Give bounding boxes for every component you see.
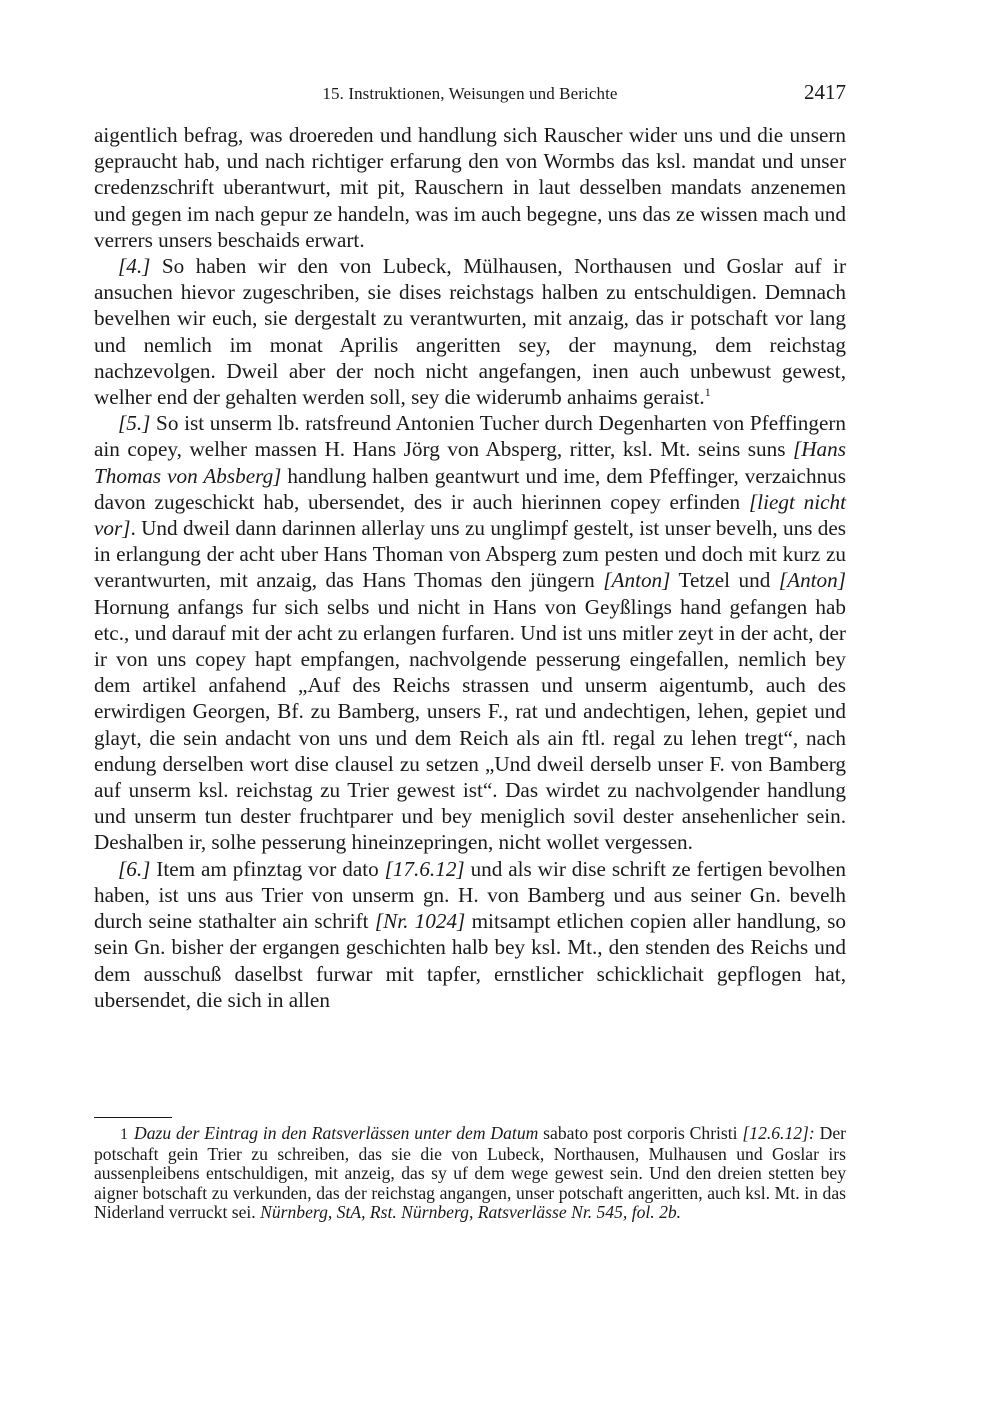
editorial-insertion: [Nr. 1024] <box>374 909 466 934</box>
footnote-citation: Nürnberg, StA, Rst. Nürnberg, Ratsverlässe Nr. 545, fol. 2b. <box>260 1202 682 1223</box>
footnotes <box>94 1124 846 1223</box>
paragraph-text: und als wir dise schrift ze fertigen bevolhen haben, ist uns aus Trier von unserm gn. H. von Bamberg und aus seiner Gn. bevelh durch seine stathalter ain schrift <box>94 856 846 934</box>
paragraph-text: So haben wir den von Lubeck, Mülhausen, Northausen und Goslar auf ir ansuchen hievor zugeschriben, sie dises reichstags halben zu entschuldigen. Demnach bevelhen wir euch, sie dergestalt zu verantwurten, mit anzaig, das ir potschaft vor lang und nemlich im monat Aprilis angeritten sey, der maynung, dem reichstag nachzevolgen. Dweil aber der noch nicht angefangen, inen auch unbewust gewest, welher end der gehalten werden soll, sey die widerumb anhaims geraist. <box>94 254 846 410</box>
footnote-reference[interactable]: 1 <box>704 385 711 400</box>
paragraph-6 <box>94 856 846 1013</box>
paragraph-text: Item am pfinztag vor dato <box>150 856 385 881</box>
paragraph-text: Hornung anfangs fur sich selbs und nicht in Hans von Geyßlings hand gefangen hab etc., und darauf mit der acht zu erlangen furfaren. Und ist uns mitler zeyt in der acht, der ir von uns copey hapt empfangen, nachvolgende pesserung eingefallen, nemlich bey dem artikel anfahend „Auf des Reichs strassen und unserm aigentumb, auch des erwirdigen Georgen, Bf. zu Bamberg, unsers F., rat und andechtigen, lehen, gepiet und glayt, die sein andacht von uns und dem Reich als ain ftl. regal zu lehen tregt“, nach endung derselben wort dise clausel zu setzen „Und dweil derselb unser F. von Bamberg auf unserm ksl. reichstag zu Trier gewest ist“. Das wirdet zu nachvolgender handlung und unserm tun dester fruchtparer und bey meniglich sovil dester ansehenlicher sein. Deshalben ir, solhe pesserung hineinzepringen, nicht wollet vergessen. <box>94 594 846 855</box>
footnote-number: 1 <box>120 1126 128 1143</box>
main-text <box>94 122 846 1013</box>
footnote-editorial-text: Dazu der Eintrag in den Ratsverlässen unter dem Datum <box>134 1123 539 1143</box>
running-title: 15. Instruktionen, Weisungen und Berichte <box>322 84 618 103</box>
running-header <box>94 80 846 108</box>
paragraph-text: mitsampt etlichen copien aller handlung, so sein Gn. bisher der ergangen geschichten halb bey ksl. Mt., den stenden des Reichs und dem ausschuß daselbst furwar mit tapfer, ernstlicher schicklichait gepflogen hat, ubersendet, die sich in allen <box>94 909 846 1012</box>
editorial-insertion: [liegt nicht vor] <box>94 489 846 541</box>
footnote-source-text: Der potschaft gein Trier zu schreiben, das sie die von Lubeck, Northausen, Mulhausen und Goslar irs aussenpleibens entschuldigen, mit anzeig, das sy uf dem wege gewest sein. Und den dreien stetten bey aigner botschaft zu verkunden, das der reichstag angangen, unser potschaft angeritten, auch ksl. Mt. in das Niderland verruckt sei. <box>94 1123 846 1223</box>
paragraph-5 <box>94 410 846 855</box>
paragraph-text: . Und dweil dann darinnen allerlay uns zu unglimpf gestelt, ist unser bevelh, uns des in erlangung der acht uber Hans Thoman von Absperg zum pesten und doch mit kurz zu verantwurten, mit anzaig, das Hans Thomas den jüngern <box>94 516 846 593</box>
section-marker-5: [5.] <box>118 411 151 436</box>
page-number: 2417 <box>804 80 846 104</box>
paragraph-text: aigentlich befrag, was droereden und handlung sich Rauscher wider uns und die unsern gepraucht hab, und nach richtiger erfarung den von Wormbs das ksl. mandat und unser credenzschrift uberantwurt, mit pit, Rauschern in laut desselben mandats anzenemen und gegen im nach gepur ze handeln, was im auch begegne, uns das ze wissen mach und verrers unsers beschaids erwart. <box>94 123 846 252</box>
editorial-insertion: [17.6.12] <box>384 856 465 881</box>
editorial-insertion: [Anton] <box>778 568 846 593</box>
editorial-insertion: [Anton] <box>603 568 671 593</box>
section-marker-6: [6.] <box>118 856 151 881</box>
footnote-1 <box>94 1124 846 1223</box>
footnote-divider <box>94 1117 172 1118</box>
paragraph-text: handlung halben geantwurt und ime, dem Pfeffinger, verzaichnus davon zugeschickt hab, ubersendet, des ir auch hierinnen copey erfinden <box>94 463 846 514</box>
section-marker-4: [4.] <box>118 254 151 279</box>
paragraph-continued <box>94 122 846 253</box>
editorial-insertion: [Hans Thomas von Absberg] <box>94 437 846 488</box>
paragraph-4 <box>94 253 846 410</box>
paragraph-text: So ist unserm lb. ratsfreund Antonien Tucher durch Degenharten von Pfeffingern ain copey, welher massen H. Hans Jörg von Absperg, ritter, ksl. Mt. seins suns <box>94 411 846 462</box>
paragraph-text: Tetzel und <box>670 568 779 593</box>
footnote-date: [12.6.12]: <box>742 1123 815 1143</box>
footnote-source-text: sabato post corporis Christi <box>538 1123 743 1143</box>
